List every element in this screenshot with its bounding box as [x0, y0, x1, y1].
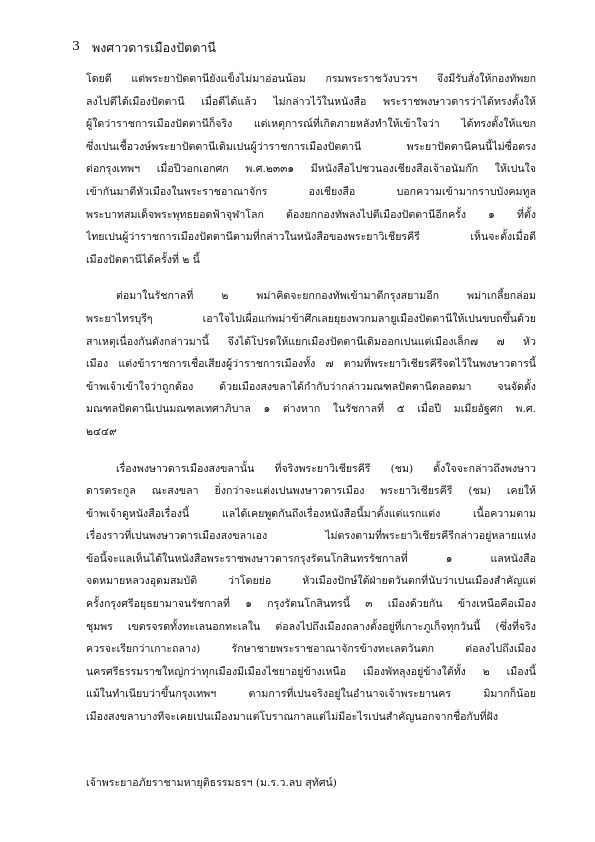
text-line: ข้าพเจ้าเข้าใจว่าถูกต้อง ด้วยเมืองสงขลาได้กำกับว่ากล่าวมณฑลปัตตานีตลอดมา จนจัดตั้ง [86, 380, 536, 393]
text-line: ซึ่งเปนเชื้อวงษ์พระยาปัตตานีเดิมเปนผู้ว่าราชการเมืองปัตตานี พระยาปัตตานีคนนี้ไม่ซื่อตรง [86, 140, 536, 153]
text-line: สาเหตุเนื่องกันดังกล่าวมานี้ จึงได้โปรดให้แยกเมืองปัตตานีเดิมออกเปนแต่เมืองเล็ก๗ ๗ หัว [86, 335, 536, 348]
text-line: ข้อนี้จะแลเห็นได้ในหนังสือพระราชพงษาวดารกรุงรัตนโกสินทรรัชกาลที่ ๑ แลหนังสือ [86, 552, 536, 565]
text-line: ควรจะเรียกว่าเกาะถลาง) รักษาชายพระราชอาณาจักรข้างทะเลตวันตก ต่อลงไปถึงเมือง [86, 643, 536, 656]
text-line: ชุมพร เขตรจรดทั้งทะเลนอกทะเลใน ต่อลงไปถึงเมืองถลางตั้งอยู่ที่เกาะภูเก็จทุกวันนี้ (ซึ่งที่จริง [86, 620, 536, 633]
paragraph [86, 458, 536, 729]
text-line: ลงไปตีได้เมืองปัตตานี เมื่อตีได้แล้ว ไม่กล่าวไว้ในหนังสือ พระราชพงษาวดารว่าได้ทรงตั้งให้ [86, 95, 536, 108]
text-line: แม้ในทำเนียบว่าขึ้นกรุงเทพฯ ตามการที่เปนจริงอยู่ในอำนาจเจ้าพระยานคร มิมากก็น้อย [86, 688, 536, 701]
paragraph [86, 285, 536, 443]
text-line: เข้ากันมาตีหัวเมืองในพระราชอาณาจักร องเชียงสือ บอกความเข้ามากราบบังคมทูล [86, 185, 536, 198]
text-line: ๒๔๔๙ [86, 425, 117, 438]
text-line: ครั้งกรุงศรีอยุธยามาจนรัชกาลที่ ๑ กรุงรัตนโกสินทรนี้ ๓ เมืองด้วยกัน ข้างเหนือคือเมือง [86, 598, 536, 611]
text-line: เมืองสงขลาบางทีจะเคยเปนเมืองมาแต่โบราณกาลแต่ไม่มีอะไรเปนสำคัญนอกจากชื่อกับที่ฝัง [86, 711, 499, 724]
text-line: ต่อกรุงเทพฯ เมื่อปีวอกเอกศก พ.ศ.๒๓๓๑ มีหนังสือไปชวนองเชียงสือเจ้าอนัมก๊ก ให้เปนใจ [86, 163, 536, 176]
text-line: ดารตระกูล ณะสงขลา ยิ่งกว่าจะแต่งเปนพงษาวดารเมือง พระยาวิเชียรคีรี (ชม) เคยให้ [86, 485, 536, 498]
page-body [86, 60, 536, 729]
text-line: จดหมายหลวงอุดมสมบัติ ว่าโดยย่อ หัวเมืองปักษ์ใต้ฝ่ายตวันตกที่นับว่าเปนเมืองสำคัญแต่ [86, 575, 536, 588]
text-line: ต่อมาในรัชกาลที่ ๒ พม่าคิดจะยกกองทัพเข้ามาตีกรุงสยามอีก พม่าเกลี้ยกล่อม [116, 290, 536, 303]
text-line: เมือง แต่งข้าราชการเชื่อเสียงผู้ว่าราชการเมืองทั้ง ๗ ตามที่พระยาวิเชียรคีรีจดไว้ในพงษาวดารนี้ [86, 358, 536, 371]
text-line: ผู้ใดว่าราชการเมืองปัตตานีก็จริง แต่เหตุการณ์ที่เกิดภายหลังทำให้เข้าใจว่า ได้ทรงตั้งให้แขก [86, 118, 536, 131]
page-footer: เจ้าพระยาอภัยราชามหายุติธรรมธรฯ (ม.ร.ว.ลบ สุทัศน์) [86, 777, 337, 789]
text-line: เมืองปัตตานีได้ครั้งที่ ๒ นี้ [86, 253, 200, 266]
text-line: โดยดี แต่พระยาปัตตานียังแข็งไม่มาอ่อนน้อม กรมพระราชวังบวรฯ จึงมีรับสั่งให้กองทัพยก [86, 73, 536, 85]
text-line: พระยาไทรบุรีๆ เอาใจไปเผื่อแก่พม่าข้าศึกเลยยุยงพวกมลายูเมืองปัตตานีให้เปนขบถขึ้นด้วย [86, 312, 536, 325]
text-line: พระบาทสมเด็จพระพุทธยอดฟ้าจุฬาโลก ต้องยกกองทัพลงไปตีเมืองปัตตานีอีกครั้ง ๑ ที่ตั้ง [86, 208, 536, 221]
text-line: ข้าพเจ้าดูหนังสือเรื่องนี้ แลได้เคยพูดกันถึงเรื่องหนังสือนี้มาตั้งแต่แรกแต่ง เนื้อความตาม [86, 507, 536, 520]
text-line: เรื่องพงษาวดารเมืองสงขลานั้น ที่จริงพระยาวิเชียรคีรี (ชม) ตั้งใจจะกล่าวถึงพงษาว [116, 462, 536, 475]
text-line: ไทยเปนผู้ว่าราชการเมืองปัตตานีตามที่กล่าวในหนังสือของพระยาวิเชียรคีรี เห็นจะตั้งเมื่อตี [86, 231, 536, 244]
page-title: พงศาวดารเมืองปัตตานี [91, 40, 216, 55]
text-line: เรื่องราวที่เปนพงษาวดารเมืองสงขลาเอง ไม่ตรงตามที่พระยาวิเชียรคีรีกล่าวอยู่หลายแห่ง [86, 530, 536, 543]
page-header [72, 38, 216, 58]
text-line: นครศรีธรรมราชใหญ่กว่าทุกเมืองมีเมืองไชยาอยู่ข้างเหนือ เมืองพัทลุงอยู่ข้างใต้ทั้ง ๒ เมืองนี้ [86, 665, 536, 678]
paragraph [86, 68, 536, 271]
text-line: มณฑลปัตตานีเปนมณฑลเทศาภิบาล ๑ ต่างหาก ในรัชกาลที่ ๕ เมื่อปี มเมียอัฐศก พ.ศ. [86, 403, 536, 416]
page-number: 3 [72, 38, 80, 53]
